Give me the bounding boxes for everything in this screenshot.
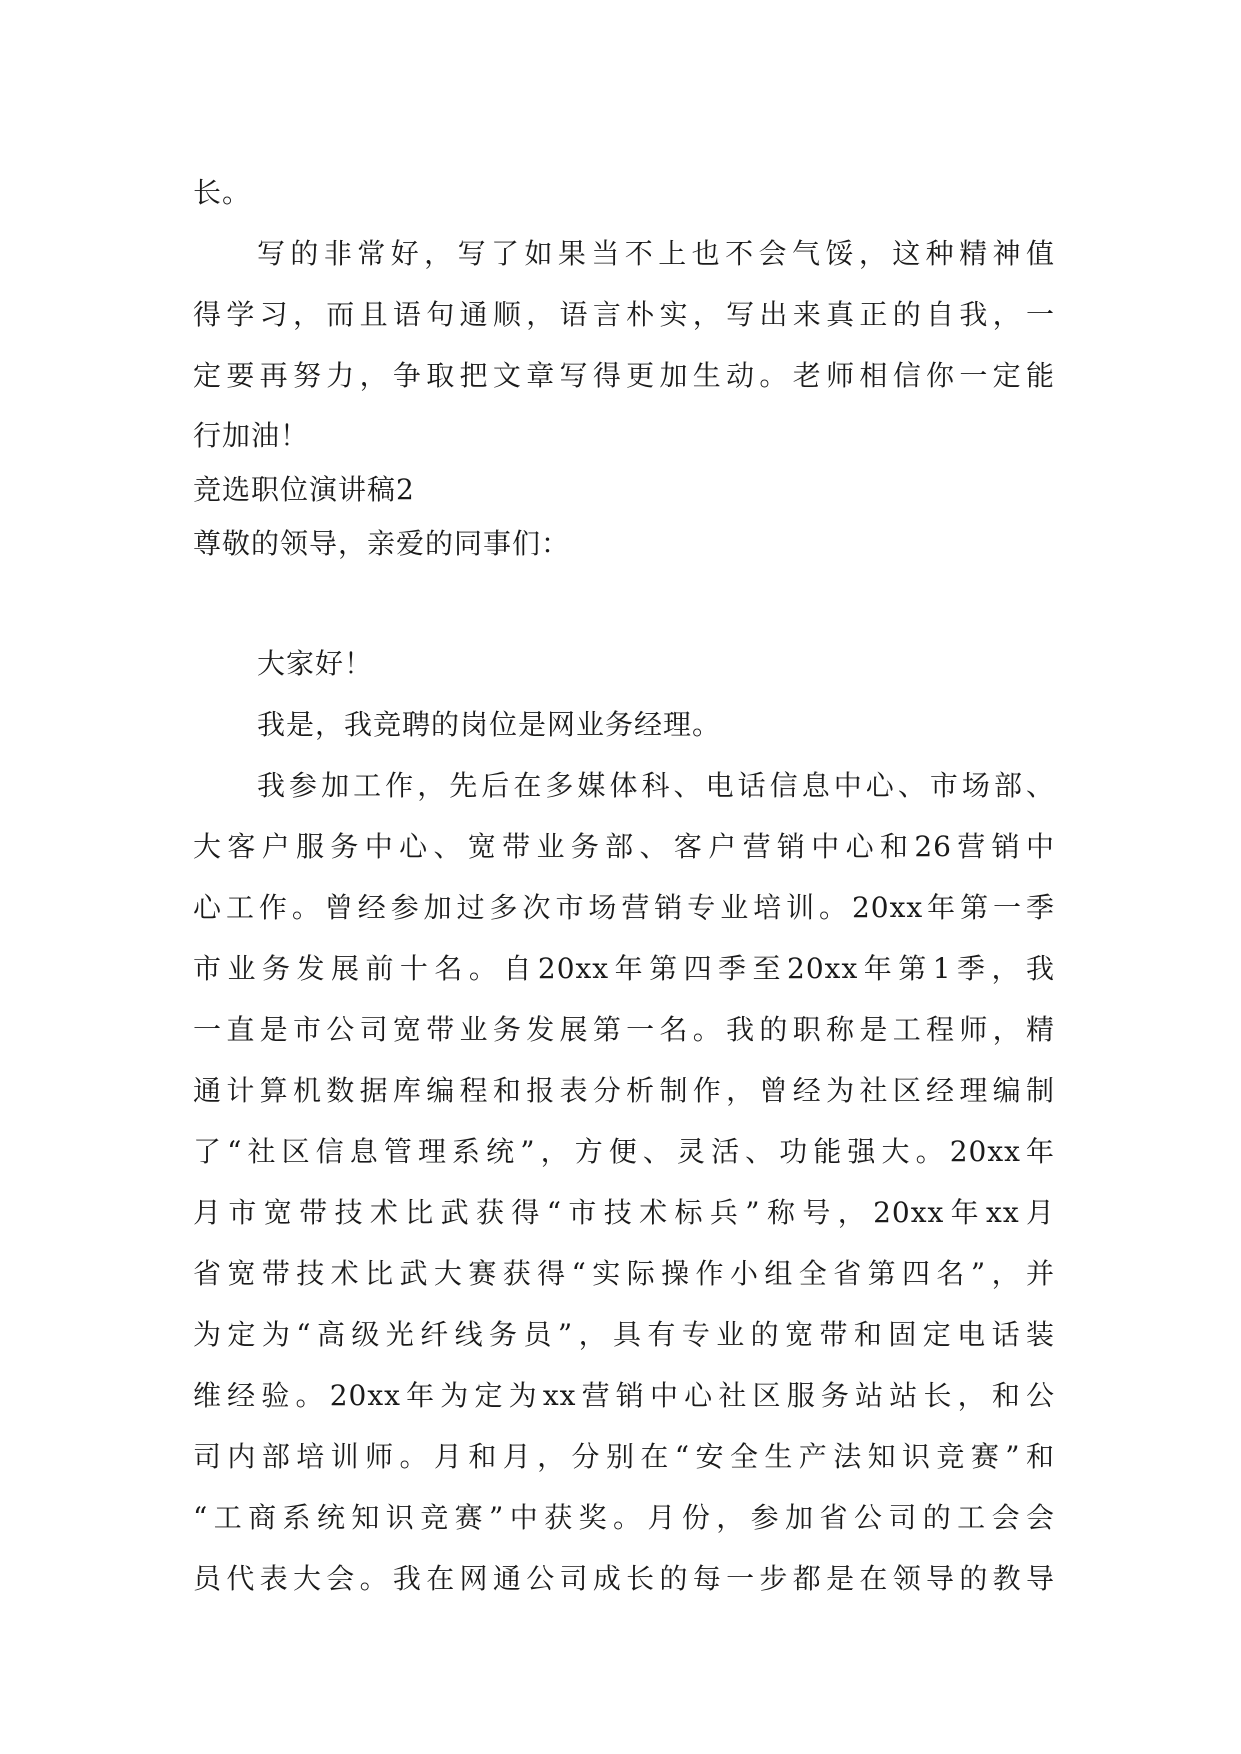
- paragraph-line: 省宽带技术比武大赛获得“实际操作小组全省第四名”，并: [193, 1257, 1055, 1290]
- paragraph-line: “工商系统知识竞赛”中获奖。月份，参加省公司的工会会: [193, 1501, 1055, 1534]
- paragraph-line: 长。: [193, 176, 252, 209]
- paragraph-line: 维经验。20xx年为定为xx营销中心社区服务站站长，和公: [193, 1379, 1055, 1412]
- paragraph-line: 员代表大会。我在网通公司成长的每一步都是在领导的教导: [193, 1562, 1055, 1595]
- paragraph-line: 月市宽带技术比武获得“市技术标兵”称号，20xx年xx月: [193, 1196, 1055, 1229]
- greeting: 大家好！: [257, 647, 374, 680]
- paragraph-line: 了“社区信息管理系统”，方便、灵活、功能强大。20xx年: [193, 1135, 1055, 1168]
- paragraph-line: 大客户服务中心、宽带业务部、客户营销中心和26营销中: [193, 830, 1055, 863]
- paragraph-line: 写的非常好，写了如果当不上也不会气馁，这种精神值: [257, 237, 1055, 270]
- paragraph-line: 定要再努力，争取把文章写得更加生动。老师相信你一定能: [193, 359, 1055, 392]
- paragraph-line: 通计算机数据库编程和报表分析制作，曾经为社区经理编制: [193, 1074, 1055, 1107]
- blank-spacer: [193, 568, 1055, 633]
- paragraph-line: 司内部培训师。月和月，分别在“安全生产法知识竞赛”和: [193, 1440, 1055, 1473]
- paragraph-line: 我是，我竞聘的岗位是网业务经理。: [257, 708, 722, 741]
- document-body: [193, 162, 1055, 1609]
- paragraph-line: 得学习，而且语句通顺，语言朴实，写出来真正的自我，一: [193, 298, 1055, 331]
- paragraph-line: 行加油！: [193, 419, 310, 452]
- paragraph-line: 市业务发展前十名。自20xx年第四季至20xx年第1季，我: [193, 952, 1055, 985]
- paragraph-line: 为定为“高级光纤线务员”，具有专业的宽带和固定电话装: [193, 1318, 1055, 1351]
- paragraph-line: 心工作。曾经参加过多次市场营销专业培训。20xx年第一季: [193, 891, 1055, 924]
- paragraph-line: 我参加工作，先后在多媒体科、电话信息中心、市场部、: [257, 769, 1055, 802]
- salutation: 尊敬的领导，亲爱的同事们：: [193, 527, 571, 560]
- section-title: 竞选职位演讲稿2: [193, 473, 415, 506]
- paragraph-line: 一直是市公司宽带业务发展第一名。我的职称是工程师，精: [193, 1013, 1055, 1046]
